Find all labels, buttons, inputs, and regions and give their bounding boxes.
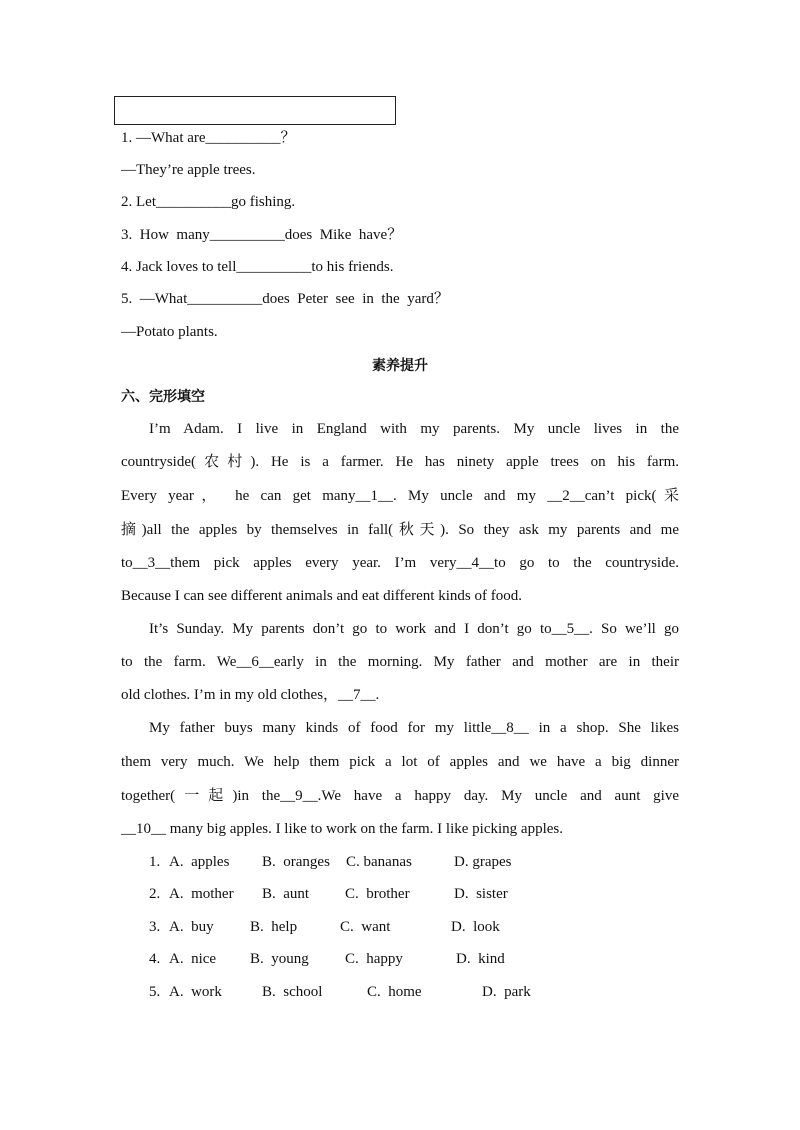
passage-line: to the farm. We__6__early in the morning. My father and mother are in their (121, 654, 679, 670)
option-a: A. mother (169, 886, 234, 902)
section-title: 素养提升 (372, 358, 428, 374)
option-d: D. park (482, 984, 531, 1000)
passage-line: 摘)all the apples by themselves in fall(秋天). So they ask my parents and me (121, 522, 679, 538)
option-a: A. apples (169, 854, 230, 870)
option-b: B. young (250, 951, 309, 967)
option-number: 2. (149, 886, 161, 902)
passage-line: Because I can see different animals and eat different kinds of food. (121, 588, 522, 604)
word-bank-box (114, 96, 396, 125)
option-d: D. kind (456, 951, 505, 967)
option-b: B. school (262, 984, 323, 1000)
question-4: 4. Jack loves to tell__________to his friends. (121, 259, 394, 275)
option-a: A. work (169, 984, 222, 1000)
passage-line: __10__ many big apples. I like to work on the farm. I like picking apples. (121, 821, 563, 837)
passage-line: countryside(农村). He is a farmer. He has ninety apple trees on his farm. (121, 454, 679, 470)
passage-line: old clothes. I’m in my old clothes，__7__. (121, 687, 380, 703)
question-1: 1. —What are__________？ (121, 130, 296, 146)
option-c: C. want (340, 919, 391, 935)
question-5: 5. —What__________does Peter see in the yard？ (121, 291, 449, 307)
option-c: C. happy (345, 951, 403, 967)
option-b: B. aunt (262, 886, 310, 902)
option-a: A. nice (169, 951, 217, 967)
option-a: A. buy (169, 919, 214, 935)
section-heading: 六、完形填空 (121, 389, 205, 405)
option-d: D. sister (454, 886, 508, 902)
answer-5: —Potato plants. (121, 324, 218, 340)
option-number: 5. (149, 984, 161, 1000)
option-number: 3. (149, 919, 161, 935)
option-number: 4. (149, 951, 161, 967)
option-c: C. home (367, 984, 422, 1000)
option-c: C. bananas (346, 854, 412, 870)
passage-line: them very much. We help them pick a lot of apples and we have a big dinner (121, 754, 679, 770)
passage-line: Every year， he can get many__1__. My uncle and my __2__can’t pick(采 (121, 488, 679, 504)
question-3: 3. How many__________does Mike have？ (121, 227, 403, 243)
passage-line: It’s Sunday. My parents don’t go to work and I don’t go to__5__. So we’ll go (149, 621, 679, 637)
option-d: D. look (451, 919, 500, 935)
option-c: C. brother (345, 886, 410, 902)
answer-1: —They’re apple trees. (121, 162, 256, 178)
option-b: B. help (250, 919, 298, 935)
option-b: B. oranges (262, 854, 330, 870)
option-d: D. grapes (454, 854, 512, 870)
question-2: 2. Let__________go fishing. (121, 194, 296, 210)
passage-line: to__3__them pick apples every year. I’m very__4__to go to the countryside. (121, 555, 679, 571)
passage-line: My father buys many kinds of food for my little__8__ in a shop. She likes (149, 720, 679, 736)
option-number: 1. (149, 854, 161, 870)
passage-line: I’m Adam. I live in England with my parents. My uncle lives in the (149, 421, 679, 437)
passage-line: together(一起)in the__9__.We have a happy day. My uncle and aunt give (121, 788, 679, 804)
